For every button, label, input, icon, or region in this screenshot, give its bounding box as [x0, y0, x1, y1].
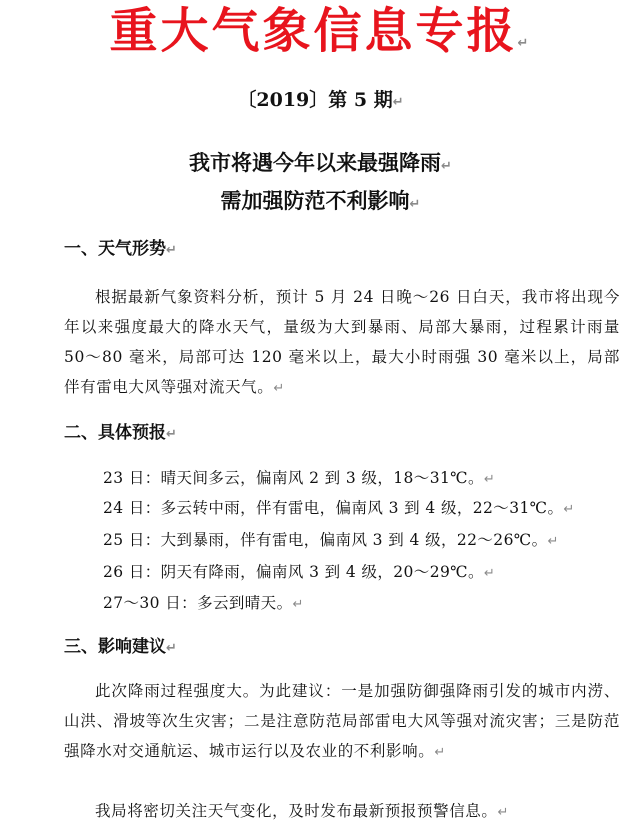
paragraph-mark-icon: ↵ [409, 197, 421, 212]
paragraph-mark-icon: ↵ [517, 36, 532, 51]
paragraph-mark-icon: ↵ [273, 381, 285, 396]
report-title [0, 2, 641, 73]
paragraph-mark-icon: ↵ [441, 159, 452, 174]
section-heading-text: 一、天气形势 [64, 239, 166, 259]
headline-line-1-text: 我市将遇今年以来最强降雨 [189, 150, 442, 175]
headline-line-2 [0, 186, 641, 220]
section-heading-text: 三、影响建议 [64, 637, 166, 657]
paragraph-mark-icon: ↵ [292, 597, 304, 612]
paragraph-mark-icon: ↵ [434, 745, 446, 760]
forecast-line [103, 589, 304, 619]
headline-line-1 [0, 148, 641, 182]
suggestions-text: 此次降雨过程强度大。为此建议：一是加强防御强降雨引发的城市内涝、山洪、滑坡等次生灾害；二是注意防范局部雷电大风等强对流灾害；三是防范强降水对交通航运、城市运行以及农业的不利影响。 [64, 682, 620, 760]
paragraph-mark-icon: ↵ [563, 502, 575, 517]
section-heading-weather-situation [64, 236, 177, 264]
weather-situation-paragraph [64, 282, 620, 404]
forecast-text: 25 日：大到暴雨，伴有雷电，偏南风 3 到 4 级，22～26℃。 [103, 531, 548, 549]
paragraph-mark-icon: ↵ [392, 95, 404, 110]
forecast-text: 27～30 日：多云到晴天。 [103, 594, 293, 612]
paragraph-mark-icon: ↵ [166, 641, 177, 656]
forecast-text: 24 日：多云转中雨，伴有雷电，偏南风 3 到 4 级，22～31℃。 [103, 499, 564, 517]
forecast-line [103, 494, 575, 524]
forecast-line [103, 558, 495, 588]
section-heading-forecast [64, 420, 177, 448]
forecast-text: 23 日：晴天间多云，偏南风 2 到 3 级，18～31℃。 [103, 469, 484, 487]
forecast-text: 26 日：阴天有降雨，偏南风 3 到 4 级，20～29℃。 [103, 563, 484, 581]
issue-number [0, 86, 641, 117]
issue-number-text: 〔2019〕第 5 期 [237, 89, 393, 111]
forecast-line [103, 526, 559, 556]
forecast-line [103, 464, 495, 494]
weather-situation-text: 根据最新气象资料分析，预计 5 月 24 日晚～26 日白天，我市将出现今年以来强度最大的降水天气，量级为大到暴雨、局部大暴雨，过程累计雨量 50～80 毫米，局部可达 120 毫米以上，最大小时雨强 30 毫米以上，局部伴有雷电大风等强对流天气。 [64, 288, 620, 396]
paragraph-mark-icon: ↵ [166, 427, 177, 442]
paragraph-mark-icon: ↵ [547, 534, 559, 549]
paragraph-mark-icon: ↵ [166, 243, 177, 258]
headline-line-2-text: 需加强防范不利影响 [220, 188, 410, 213]
suggestions-paragraph [64, 676, 620, 768]
closing-text: 我局将密切关注天气变化，及时发布最新预报预警信息。 [95, 802, 498, 820]
section-heading-suggestions [64, 634, 177, 662]
section-heading-text: 二、具体预报 [64, 423, 166, 443]
paragraph-mark-icon: ↵ [483, 472, 496, 487]
closing-paragraph [64, 796, 620, 828]
report-title-text: 重大气象信息专报 [109, 3, 518, 59]
paragraph-mark-icon: ↵ [483, 566, 496, 581]
paragraph-mark-icon: ↵ [497, 805, 510, 820]
